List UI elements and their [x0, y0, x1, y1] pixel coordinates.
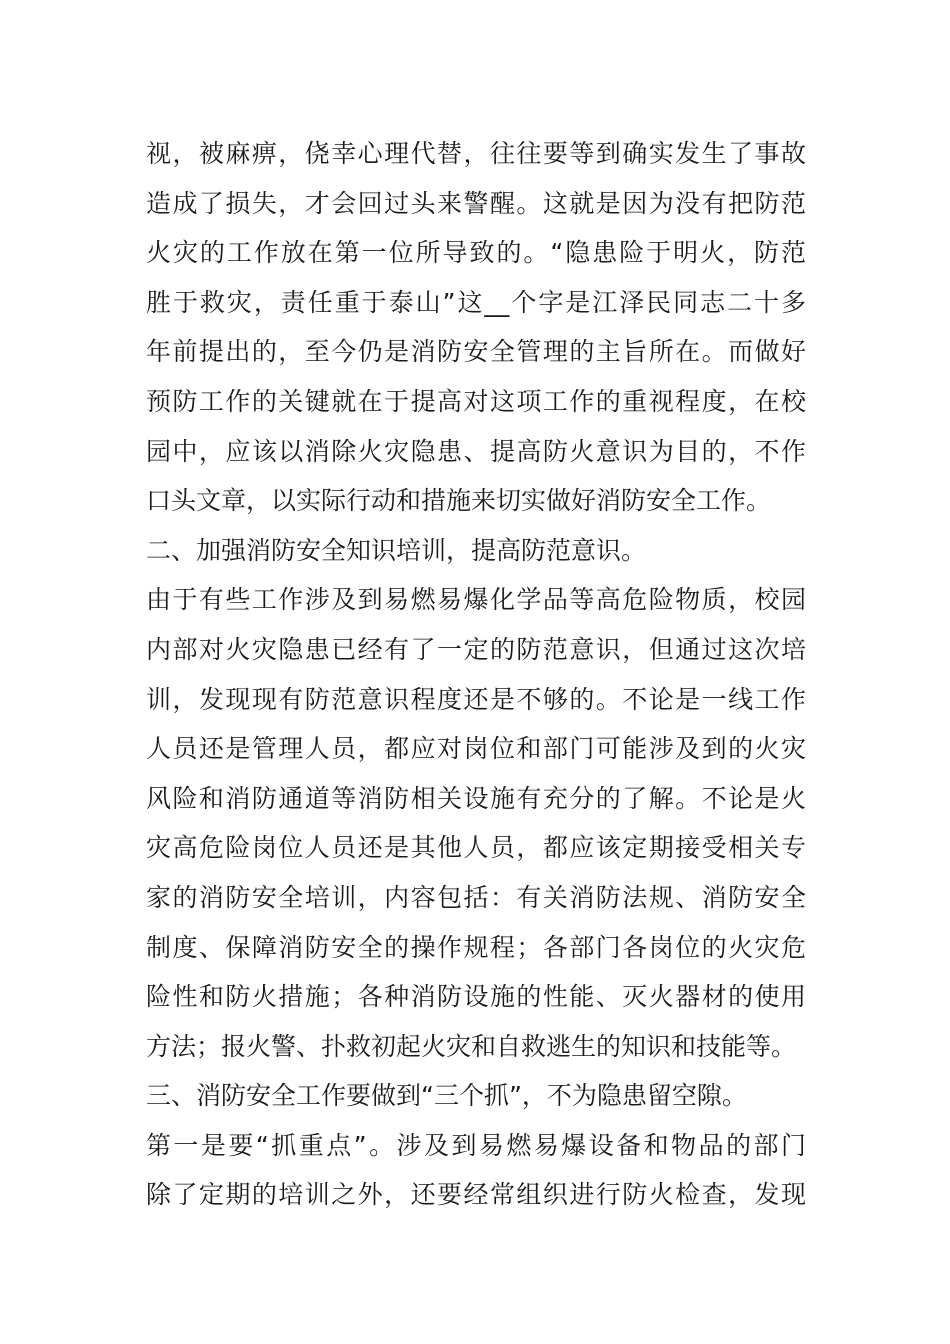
text-line: 人员还是管理人员，都应对岗位和部门可能涉及到的火灾 [146, 734, 806, 764]
text-line: 由于有些工作涉及到易燃易爆化学品等高危险物质，校园 [146, 585, 806, 615]
text-line: 园中，应该以消除火灾隐患、提高防火意识为目的，不作 [146, 436, 806, 466]
text-line: 口头文章，以实际行动和措施来切实做好消防安全工作。 [146, 486, 772, 516]
text-line: 除了定期的培训之外，还要经常组织进行防火检查，发现 [146, 1180, 806, 1210]
text-line: 家的消防安全培训，内容包括：有关消防法规、消防安全 [146, 882, 806, 912]
text-line: 火灾的工作放在第一位所导致的。“隐患险于明火，防范 [146, 238, 806, 268]
text-line: 险性和防火措施；各种消防设施的性能、灭火器材的使用 [146, 982, 806, 1012]
text-line: 胜于救灾，责任重于泰山”这__个字是江泽民同志二十多 [146, 287, 806, 317]
text-line: 风险和消防通道等消防相关设施有充分的了解。不论是火 [146, 783, 806, 813]
text-line: 内部对火灾隐患已经有了一定的防范意识，但通过这次培 [146, 634, 806, 664]
text-line: 年前提出的，至今仍是消防安全管理的主旨所在。而做好 [146, 337, 806, 367]
section-heading: 三、消防安全工作要做到“三个抓”，不为隐患留空隙。 [146, 1081, 747, 1111]
text-line: 造成了损失，才会回过头来警醒。这就是因为没有把防范 [146, 188, 806, 218]
section-heading: 二、加强消防安全知识培训，提高防范意识。 [146, 535, 647, 565]
text-line: 第一是要“抓重点”。涉及到易燃易爆设备和物品的部门 [146, 1130, 806, 1160]
text-line: 训，发现现有防范意识程度还是不够的。不论是一线工作 [146, 684, 806, 714]
text-line: 灾高危险岗位人员还是其他人员，都应该定期接受相关专 [146, 833, 806, 863]
text-line: 预防工作的关键就在于提高对这项工作的重视程度，在校 [146, 386, 806, 416]
text-line: 视，被麻痹，侥幸心理代替，往往要等到确实发生了事故 [146, 139, 806, 168]
text-line: 制度、保障消防安全的操作规程；各部门各岗位的火灾危 [146, 932, 806, 962]
document-page [146, 129, 806, 1220]
text-line: 方法；报火警、扑救初起火灾和自救逃生的知识和技能等。 [146, 1031, 797, 1061]
